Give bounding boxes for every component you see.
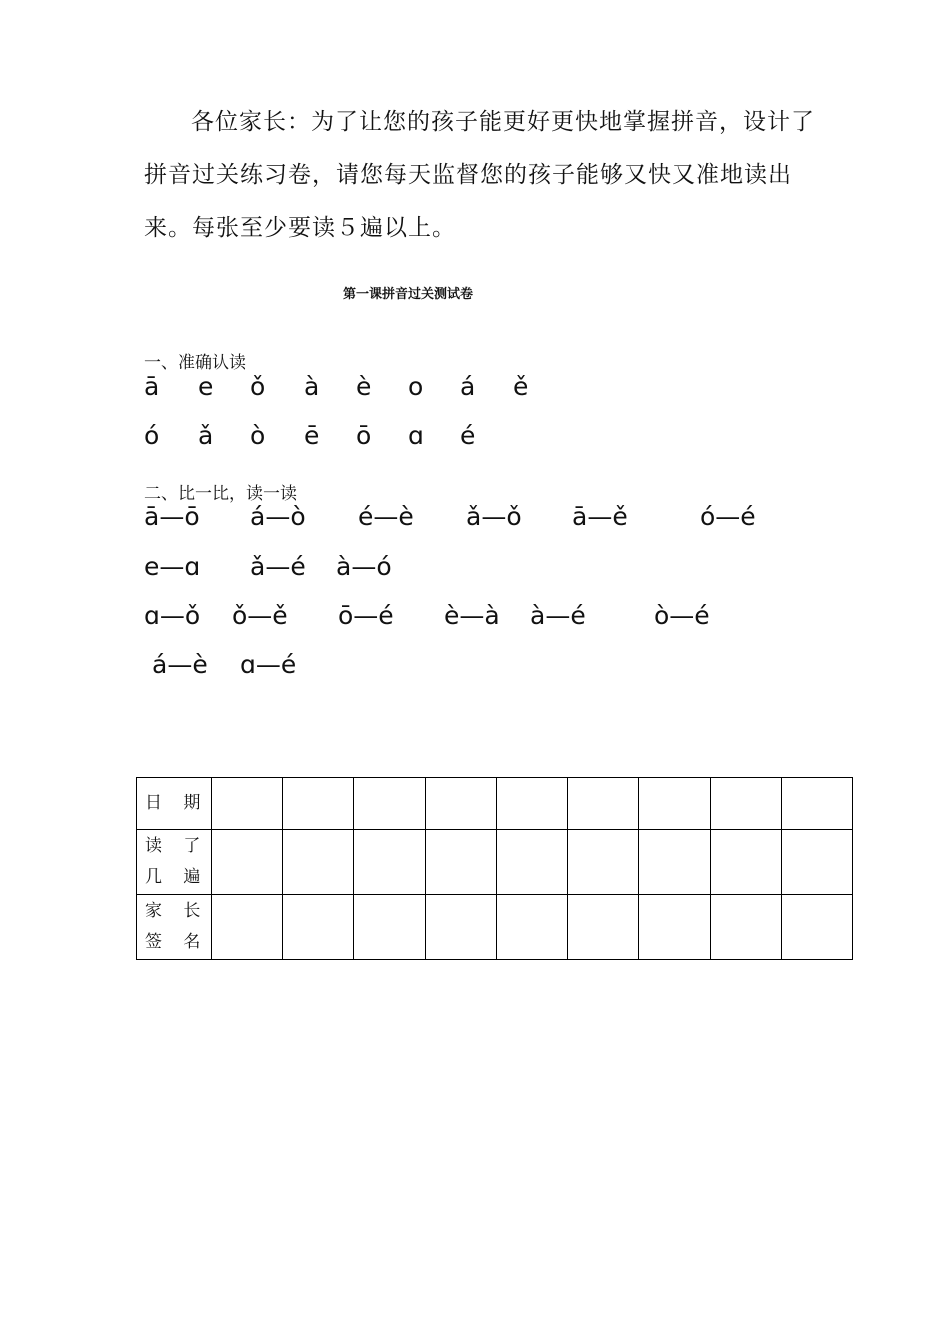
- compare-pair: ǎ—é: [250, 552, 306, 581]
- intro-line: 来。每张至少要读５遍以上。: [144, 215, 456, 241]
- row-label: 日 期: [137, 778, 212, 830]
- compare-pair: ó—é: [700, 502, 756, 531]
- signature-cell[interactable]: [496, 895, 567, 960]
- date-cell[interactable]: [212, 778, 283, 830]
- compare-pair: è—à: [444, 601, 500, 630]
- date-cell[interactable]: [710, 778, 781, 830]
- times-cell[interactable]: [212, 830, 283, 895]
- table-row-times: [137, 830, 853, 895]
- pinyin-item: ē: [304, 421, 320, 450]
- signature-cell[interactable]: [354, 895, 425, 960]
- pinyin-item: ǎ: [198, 421, 214, 450]
- section-heading-2: 二、比一比，读一读: [144, 484, 297, 504]
- signature-cell[interactable]: [212, 895, 283, 960]
- compare-pair: á—ò: [250, 502, 306, 531]
- row-label: 读 了 几 遍: [137, 830, 212, 895]
- page-title: 第一课拼音过关测试卷: [342, 287, 473, 302]
- compare-pair: à—ó: [336, 552, 392, 581]
- signature-cell[interactable]: [425, 895, 496, 960]
- date-cell[interactable]: [354, 778, 425, 830]
- compare-pair: ǒ—ě: [232, 601, 288, 630]
- signature-cell[interactable]: [568, 895, 639, 960]
- times-cell[interactable]: [425, 830, 496, 895]
- compare-pair: e—ɑ: [144, 552, 201, 581]
- compare-pair: à—é: [530, 601, 586, 630]
- times-cell[interactable]: [710, 830, 781, 895]
- times-cell[interactable]: [354, 830, 425, 895]
- times-cell[interactable]: [283, 830, 354, 895]
- times-cell[interactable]: [639, 830, 710, 895]
- pinyin-item: ā: [144, 372, 160, 401]
- intro-line: 拼音过关练习卷，请您每天监督您的孩子能够又快又准地读出: [144, 162, 792, 188]
- compare-pair: ā—ō: [144, 502, 200, 531]
- pinyin-item: ó: [144, 421, 160, 450]
- pinyin-item: o: [408, 372, 424, 401]
- date-cell[interactable]: [781, 778, 852, 830]
- compare-pair: ā—ě: [572, 502, 628, 531]
- times-cell[interactable]: [781, 830, 852, 895]
- times-cell[interactable]: [568, 830, 639, 895]
- intro-paragraph: [144, 96, 824, 255]
- compare-pair: ò—é: [654, 601, 710, 630]
- reading-log-table: [136, 777, 853, 960]
- date-cell[interactable]: [496, 778, 567, 830]
- compare-pair: á—è: [152, 650, 208, 679]
- table-row-signature: [137, 895, 853, 960]
- compare-pair: ǎ—ǒ: [466, 502, 522, 531]
- pinyin-item: é: [460, 421, 476, 450]
- table-row-date: [137, 778, 853, 830]
- compare-pair: ɑ—ǒ: [144, 601, 201, 630]
- row-label: 家 长 签 名: [137, 895, 212, 960]
- signature-cell[interactable]: [639, 895, 710, 960]
- pinyin-item: ò: [250, 421, 266, 450]
- date-cell[interactable]: [639, 778, 710, 830]
- times-cell[interactable]: [496, 830, 567, 895]
- signature-cell[interactable]: [781, 895, 852, 960]
- pinyin-item: ě: [513, 372, 529, 401]
- date-cell[interactable]: [283, 778, 354, 830]
- pinyin-item: è: [356, 372, 372, 401]
- section-heading-1: 一、准确认读: [144, 353, 246, 373]
- date-cell[interactable]: [568, 778, 639, 830]
- pinyin-item: ɑ: [408, 421, 424, 450]
- compare-pair: ɑ—é: [240, 650, 297, 679]
- compare-pair: é—è: [358, 502, 414, 531]
- pinyin-item: e: [198, 372, 214, 401]
- compare-pair: ō—é: [338, 601, 394, 630]
- pinyin-item: à: [304, 372, 320, 401]
- signature-cell[interactable]: [710, 895, 781, 960]
- pinyin-item: ō: [356, 421, 372, 450]
- pinyin-item: ǒ: [250, 372, 266, 401]
- pinyin-item: á: [460, 372, 476, 401]
- signature-cell[interactable]: [283, 895, 354, 960]
- date-cell[interactable]: [425, 778, 496, 830]
- intro-line: 各位家长：为了让您的孩子能更好更快地掌握拼音，设计了: [191, 109, 815, 135]
